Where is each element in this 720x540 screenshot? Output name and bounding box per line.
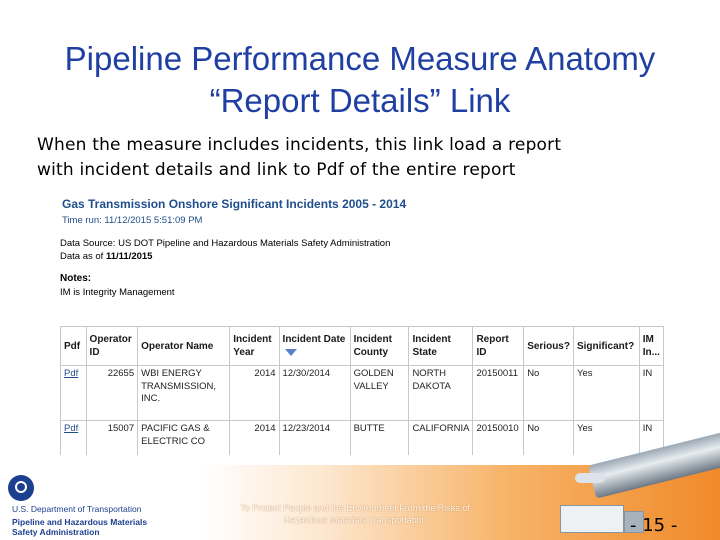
incident-county-cell: BUTTE <box>350 421 409 456</box>
col-header-incident-date-label: Incident Date <box>282 334 346 345</box>
mission-line2: Hazardous Materials Transportation <box>283 515 427 525</box>
col-header-incident-date[interactable] <box>279 327 350 366</box>
operator-id-cell: 22655 <box>86 366 138 421</box>
admin-name-line2: Safety Administration <box>12 527 100 537</box>
report-time-run: Time run: 11/12/2015 5:51:09 PM <box>62 215 203 226</box>
incident-state-cell: CALIFORNIA <box>409 421 473 456</box>
incident-state-cell: NORTH DAKOTA <box>409 366 473 421</box>
slide-title-line1: Pipeline Performance Measure Anatomy <box>64 40 656 77</box>
col-header-operator-name[interactable]: Operator Name <box>138 327 230 366</box>
mission-statement <box>220 502 490 526</box>
report-id-cell: 20150011 <box>473 366 524 421</box>
operator-id-cell: 15007 <box>86 421 138 456</box>
agency-name: U.S. Department of Transportation <box>12 504 142 514</box>
data-as-of-value: 11/11/2015 <box>105 251 153 262</box>
sort-desc-icon[interactable] <box>285 349 297 356</box>
slide-title-line2: “Report Details” Link <box>209 82 511 119</box>
airplane-image-icon <box>575 473 605 483</box>
table-row <box>61 421 664 456</box>
incident-date-cell: 12/30/2014 <box>279 366 350 421</box>
col-header-incident-state[interactable]: Incident State <box>409 327 473 366</box>
report-data-as-of <box>60 251 152 262</box>
notes-text: IM is Integrity Management <box>60 287 175 298</box>
col-header-im[interactable]: IM In... <box>639 327 663 366</box>
col-header-significant[interactable]: Significant? <box>573 327 639 366</box>
slide-subtitle <box>37 133 697 183</box>
significant-cell: Yes <box>573 366 639 421</box>
table-header-row <box>61 327 664 366</box>
col-header-operator-id[interactable]: Operator ID <box>86 327 138 366</box>
pdf-cell <box>61 366 87 421</box>
col-header-report-id[interactable]: Report ID <box>473 327 524 366</box>
incidents-table <box>60 326 664 455</box>
significant-cell: Yes <box>573 421 639 456</box>
notes-heading: Notes: <box>60 273 92 284</box>
incident-date-cell: 12/23/2014 <box>279 421 350 456</box>
truck-trailer-image-icon <box>560 505 624 533</box>
serious-cell: No <box>524 366 574 421</box>
col-header-incident-county[interactable]: Incident County <box>350 327 409 366</box>
table-row <box>61 366 664 421</box>
slide-footer <box>0 465 720 540</box>
admin-name-line1: Pipeline and Hazardous Materials <box>12 517 148 527</box>
pdf-link[interactable]: Pdf <box>64 423 79 434</box>
col-header-incident-year[interactable]: Incident Year <box>230 327 279 366</box>
slide-subtitle-line1: When the measure includes incidents, this link load a report <box>37 135 562 155</box>
usdot-logo-icon <box>8 475 34 501</box>
operator-name-cell: PACIFIC GAS & ELECTRIC CO <box>138 421 230 456</box>
operator-name-cell: WBI ENERGY TRANSMISSION, INC. <box>138 366 230 421</box>
serious-cell: No <box>524 421 574 456</box>
slide-title <box>0 38 720 122</box>
data-as-of-label: Data as of <box>60 251 106 262</box>
col-header-pdf[interactable]: Pdf <box>61 327 87 366</box>
mission-line1: To Protect People and the Environment From the Risks of <box>240 503 470 513</box>
im-cell: IN <box>639 366 663 421</box>
page-number: - 15 - <box>630 515 678 536</box>
report-id-cell: 20150010 <box>473 421 524 456</box>
admin-name <box>12 517 147 537</box>
col-header-serious[interactable]: Serious? <box>524 327 574 366</box>
slide-subtitle-line2: with incident details and link to Pdf of the entire report <box>37 160 516 180</box>
pdf-cell <box>61 421 87 456</box>
report-screenshot <box>56 193 664 455</box>
pdf-link[interactable]: Pdf <box>64 368 79 379</box>
report-title: Gas Transmission Onshore Significant Incidents 2005 - 2014 <box>62 197 407 211</box>
incident-year-cell: 2014 <box>230 421 279 456</box>
report-data-source: Data Source: US DOT Pipeline and Hazardous Materials Safety Administration <box>60 238 391 249</box>
incident-year-cell: 2014 <box>230 366 279 421</box>
im-cell: IN <box>639 421 663 456</box>
incident-county-cell: GOLDEN VALLEY <box>350 366 409 421</box>
